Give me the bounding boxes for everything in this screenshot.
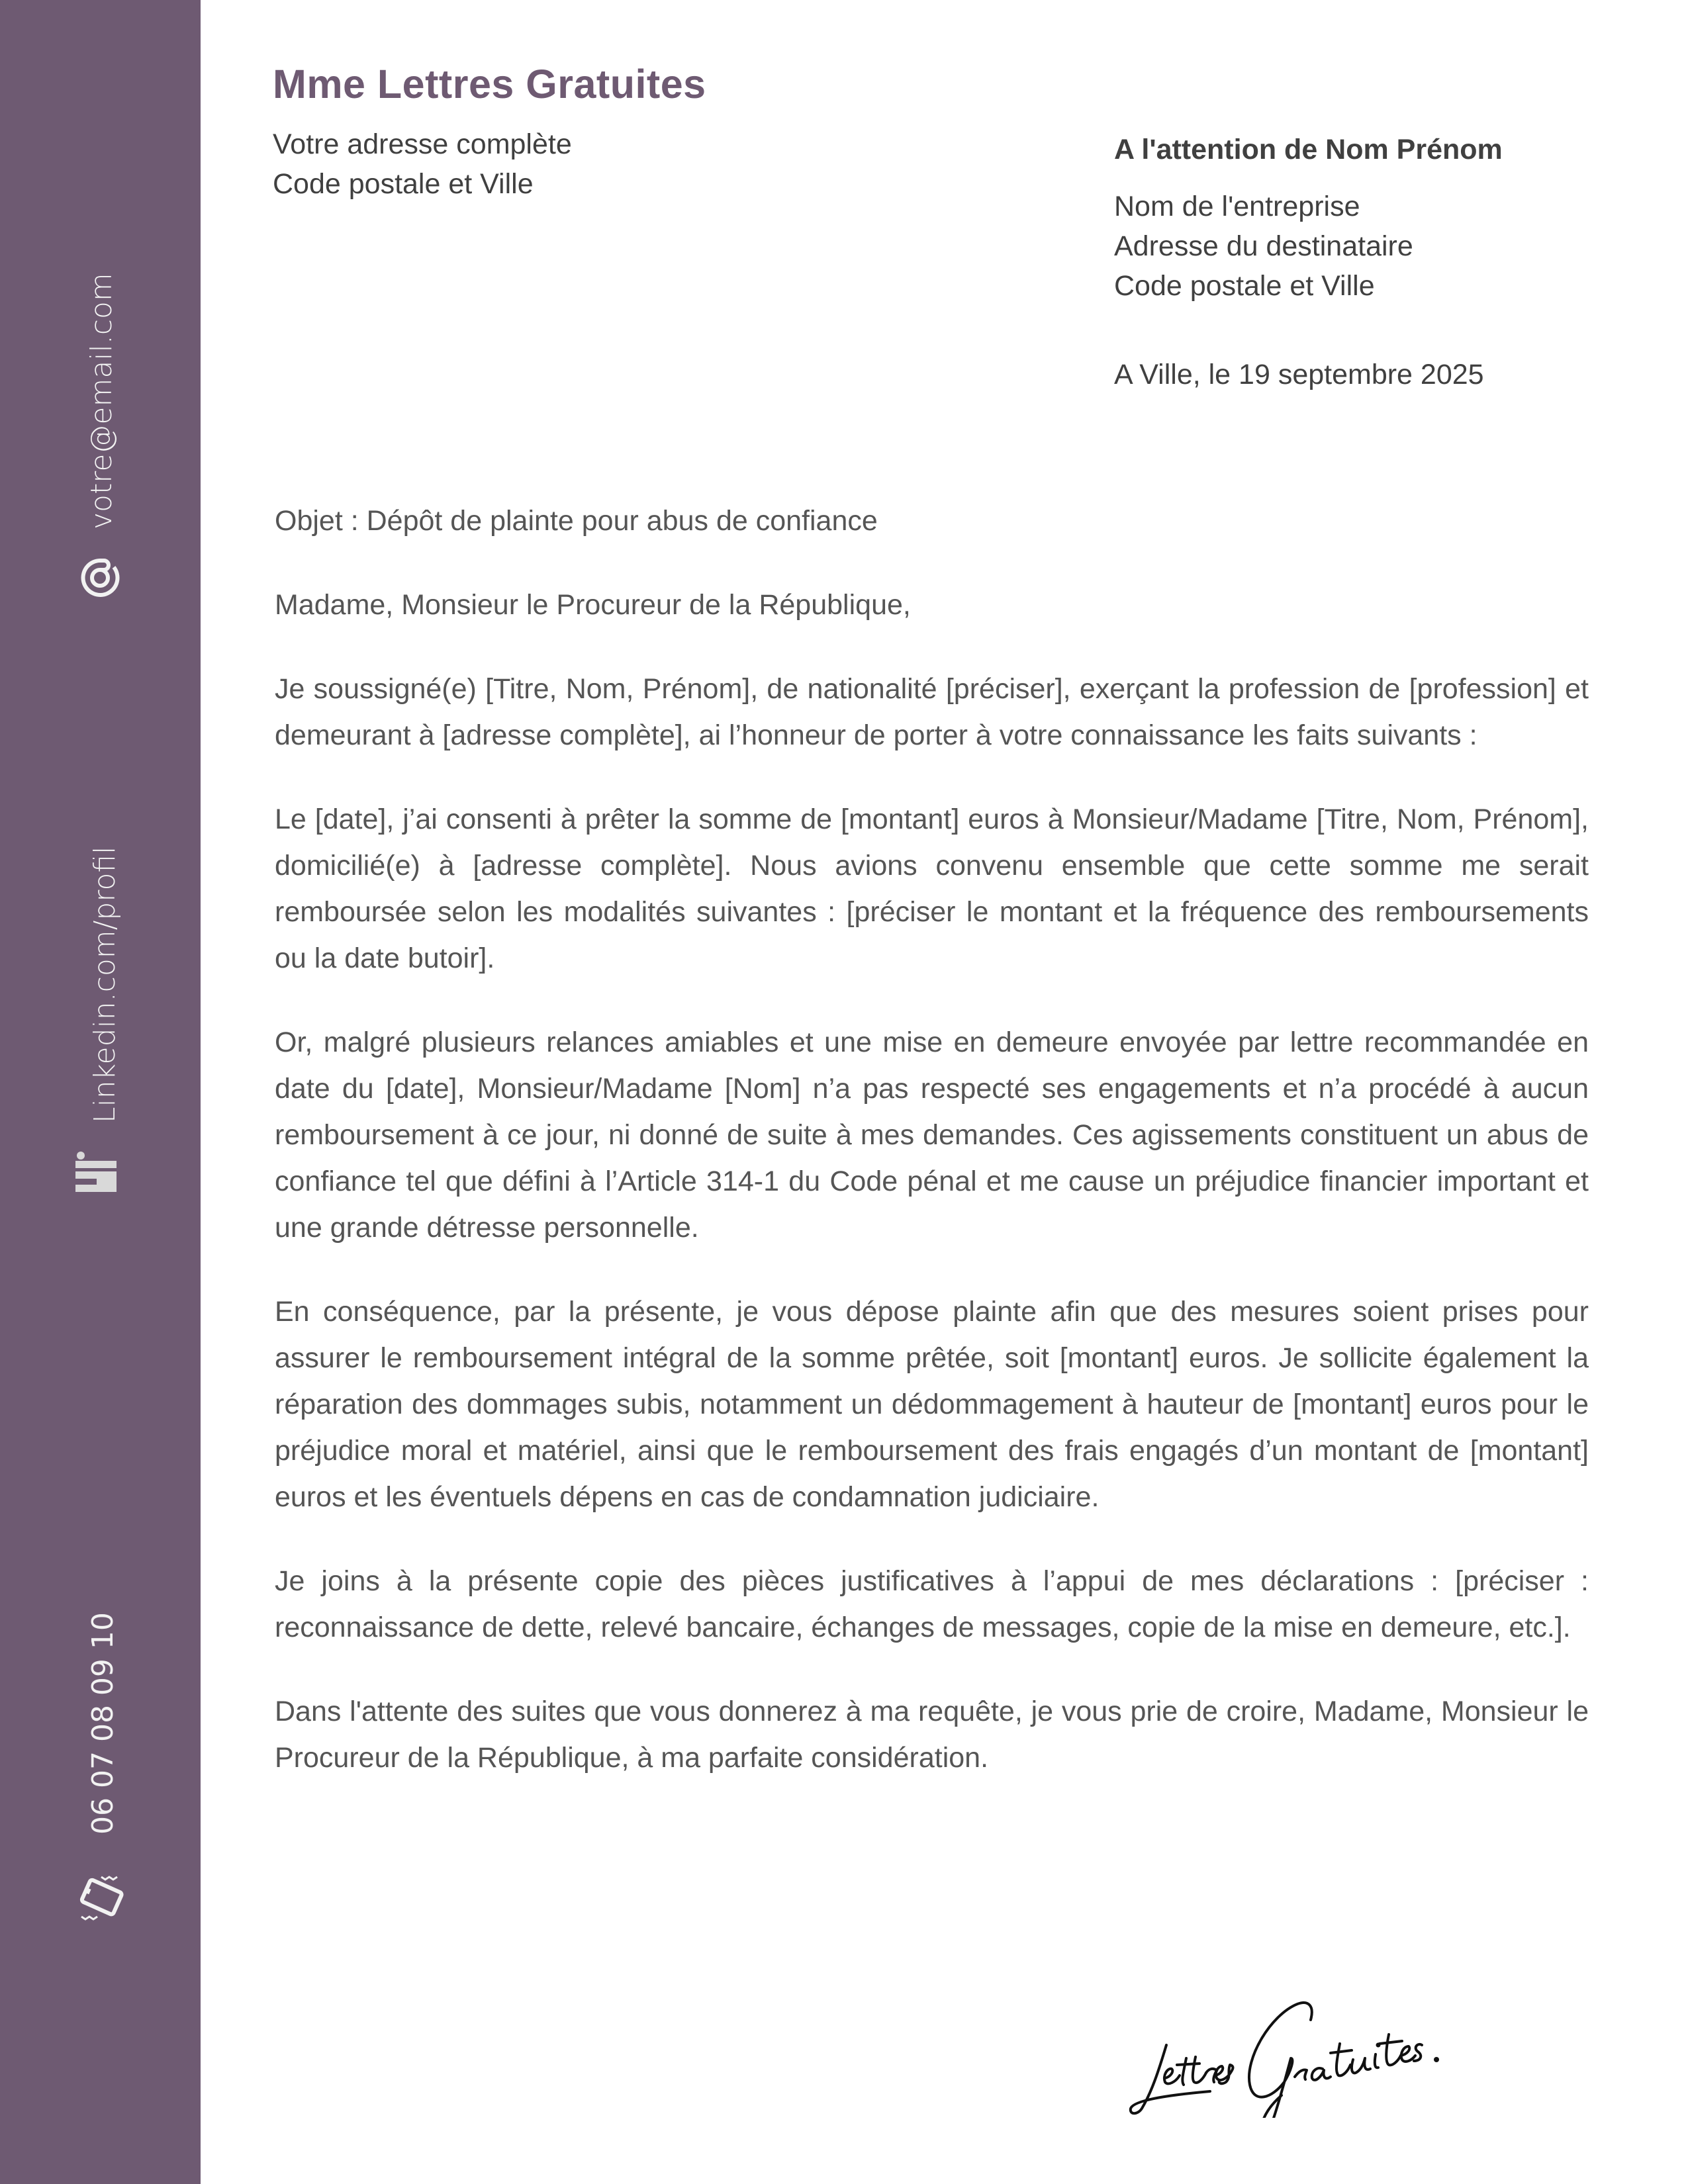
sender-name: Mme Lettres Gratuites [273, 62, 706, 107]
paragraph: Or, malgré plusieurs relances amiables et une mise en demeure envoyée par lettre recommandée en date du [date], Monsieur/Madame [Nom] n’a pas respecté ses engagements et n’a procédé à aucun remboursement à ce jour, ni donné de suite à mes demandes. Ces agissements constituent un abus de confiance tel que défini à l’Article 314-1 du Code pénal et me cause un préjudice financier important et une grande détresse personnelle. [275, 1026, 1589, 1244]
paragraph: Je joins à la présente copie des pièces justificatives à l’appui de mes déclarations : [préciser : reconnaissance de dette, relevé bancaire, échanges de messages, copie de la mise en demeure, etc.]. [275, 1565, 1589, 1643]
sender-address-line1: Votre adresse complète [273, 128, 572, 160]
letter-body [275, 498, 1589, 1819]
handwritten-signature [1092, 1959, 1483, 2118]
recipient-company: Nom de l'entreprise [1114, 191, 1360, 222]
recipient-block [1114, 130, 1503, 394]
paragraph: Le [date], j’ai consenti à prêter la somme de [montant] euros à Monsieur/Madame [Titre, Nom, Prénom], domicilié(e) à [adresse complète]. Nous avions convenu ensemble que cette somme me serait remboursée selon les modalités suivantes : [préciser le montant et la fréquence des remboursements ou la date butoir]. [275, 803, 1589, 974]
sender-address-line2: Code postale et Ville [273, 168, 534, 200]
paragraph: En conséquence, par la présente, je vous dépose plainte afin que des mesures soient prises pour assurer le remboursement intégral de la somme prêtée, soit [montant] euros. Je sollicite également la réparation des dommages subis, notamment un dédommagement à hauteur de [montant] euros pour le préjudice moral et matériel, ainsi que le remboursement des frais engagés d’un montant de [montant] euros et les éventuels dépens en cas de condamnation judiciaire. [275, 1296, 1589, 1513]
sidebar-linkedin: Linkedin.com/profil [88, 846, 122, 1123]
recipient-address: Adresse du destinataire [1114, 230, 1413, 262]
linkedin-icon [75, 1150, 122, 1197]
at-sign-icon [78, 555, 122, 601]
vibrating-phone-icon [70, 1872, 132, 1925]
letter-date: A Ville, le 19 septembre 2025 [1114, 359, 1484, 390]
contact-sidebar [0, 0, 201, 2184]
letter-salutation: Madame, Monsieur le Procureur de la République, [275, 589, 911, 621]
paragraph: Dans l'attente des suites que vous donnerez à ma requête, je vous prie de croire, Madame, Monsieur le Procureur de la République, à ma parfaite considération. [275, 1696, 1589, 1774]
recipient-city: Code postale et Ville [1114, 270, 1375, 302]
letter-subject: Objet : Dépôt de plainte pour abus de confiance [275, 505, 878, 537]
sidebar-email: votre@email.com [85, 273, 118, 529]
sidebar-phone: 06 07 08 09 10 [86, 1612, 120, 1835]
sender-address [273, 124, 572, 204]
paragraph: Je soussigné(e) [Titre, Nom, Prénom], de nationalité [préciser], exerçant la profession de [profession] et demeurant à [adresse complète], ai l’honneur de porter à votre connaissance les faits suivants : [275, 673, 1589, 751]
recipient-attention: A l'attention de Nom Prénom [1114, 134, 1503, 165]
